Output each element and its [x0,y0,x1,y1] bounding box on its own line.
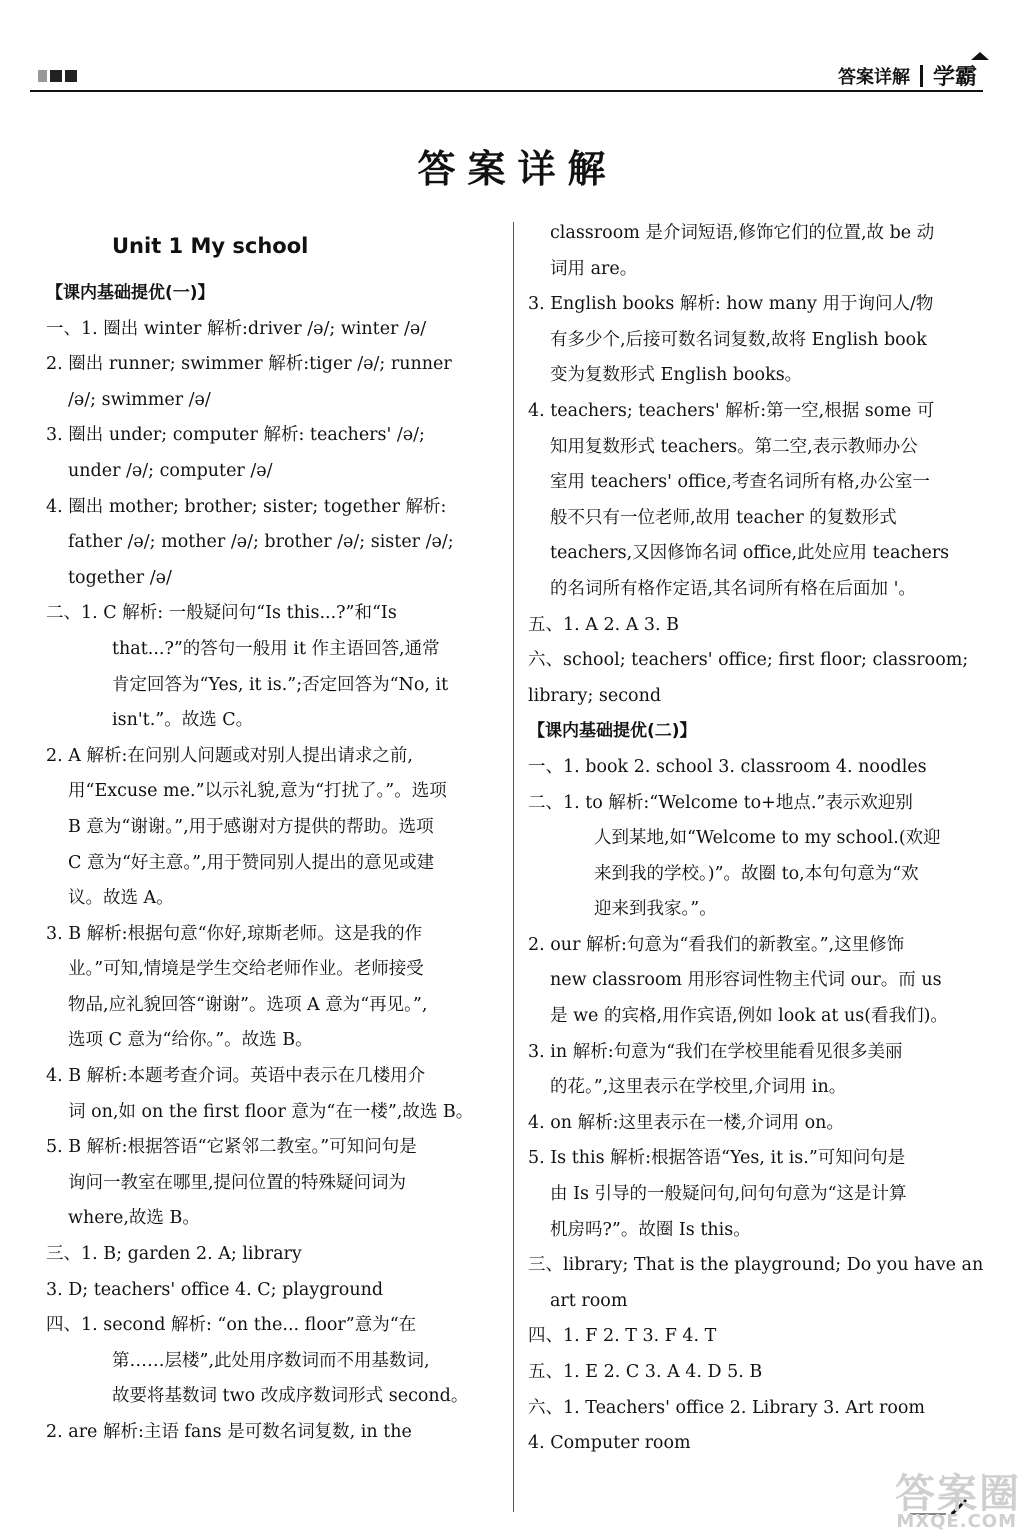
answer-line: 五、1. A 2. A 3. B [528,614,680,635]
answer-line: 4. Computer room [528,1433,691,1454]
answer-line: 故要将基数词 two 改成序数词形式 second。 [112,1386,469,1407]
answer-line: 二、1. C 解析: 一般疑问句“Is this...?”和“Is [46,603,397,624]
answer-line: 的名词所有格作定语,其名词所有格在后面加 '。 [550,578,916,599]
answer-line: 选项 C 意为“给你。”。故选 B。 [68,1030,313,1051]
answer-line: B 意为“谢谢。”,用于感谢对方提供的帮助。选项 [68,816,434,837]
answer-line: 询问一教室在哪里,提问位置的特殊疑问词为 [68,1172,407,1193]
header-brand: 学霸 [933,60,977,91]
answer-line: 3. 圈出 under; computer 解析: teachers' /ə/; [46,425,425,446]
graduation-cap-icon [971,52,989,60]
answer-line: 2. our 解析:句意为“看我们的新教室。”,这里修饰 [528,934,905,955]
answer-line: 用“Excuse me.”以示礼貌,意为“打扰了。”。选项 [68,781,447,802]
answer-line: where,故选 B。 [68,1208,200,1229]
answer-line: 五、1. E 2. C 3. A 4. D 5. B [528,1362,763,1382]
answer-line: under /ə/; computer /ə/ [68,460,273,481]
answer-line: 由 Is 引导的一般疑问句,问句句意为“这是计算 [550,1184,907,1205]
answer-line: 人到某地,如“Welcome to my school.(欢迎 [594,828,941,849]
answer-line: 4. B 解析:本题考查介词。英语中表示在几楼用介 [46,1066,426,1087]
answer-line: C 意为“好主意。”,用于赞同别人提出的意见或建 [68,852,435,873]
column-divider [513,222,514,1512]
answer-line: library; second [528,685,662,706]
answer-line: 一、1. 圈出 winter 解析:driver /ə/; winter /ə/ [46,318,427,339]
answer-line: 4. on 解析:这里表示在一楼,介词用 on。 [528,1112,844,1133]
section-heading: 【课内基础提优(二)】 [528,721,697,742]
answer-line: 是 we 的宾格,用作宾语,例如 look at us(看我们)。 [550,1006,948,1027]
answer-line: 4. teachers; teachers' 解析:第一空,根据 some 可 [528,400,935,421]
answer-line: 肯定回答为“Yes, it is.”;否定回答为“No, it [112,674,449,695]
left-column [46,216,502,1451]
answer-line: art room [550,1290,628,1311]
answer-line: 般不只有一位老师,故用 teacher 的复数形式 [550,507,897,528]
answer-line: 迎来到我家。”。 [594,899,717,920]
answer-line: 六、school; teachers' office; first floor; classroom; [528,650,969,671]
answer-line: 议。故选 A。 [68,888,174,909]
answer-line: father /ə/; mother /ə/; brother /ə/; sister /ə/; [68,532,454,553]
answer-line: /ə/; swimmer /ə/ [68,389,211,410]
unit-heading: Unit 1 My school [112,234,309,258]
answer-line: 3. English books 解析: how many 用于询问人/物 [528,294,934,315]
answer-line: 一、1. book 2. school 3. classroom 4. noodles [528,756,927,777]
answer-line: 有多少个,后接可数名词复数,故将 English book [550,329,927,350]
watermark-logo: 答案圈 MXQE.COM [895,1471,1021,1532]
answer-line: that...?”的答句一般用 it 作主语回答,通常 [112,638,440,659]
page-title: 答案详解 [417,147,618,191]
answer-line: 知用复数形式 teachers。第二空,表示教师办公 [550,436,918,457]
answer-line: 业。”可知,情境是学生交给老师作业。老师接受 [68,959,424,980]
answer-line: 词 on,如 on the first floor 意为“在一楼”,故选 B。 [68,1101,474,1122]
answer-line: 四、1. second 解析: “on the... floor”意为“在 [46,1315,417,1336]
answer-line: new classroom 用形容词性物主代词 our。而 us [550,970,942,991]
answer-line: 物品,应礼貌回答“谢谢”。选项 A 意为“再见。”, [68,994,428,1015]
answer-line: 3. D; teachers' office 4. C; playground [46,1279,384,1300]
answer-line: 四、1. F 2. T 3. F 4. T [528,1326,717,1347]
answer-line: classroom 是介词短语,修饰它们的位置,故 be 动 [550,223,935,243]
answer-line: 5. Is this 解析:根据答语“Yes, it is.”可知问句是 [528,1148,906,1169]
answer-line: 2. A 解析:在问别人问题或对别人提出请求之前, [46,745,413,766]
answer-line: 2. 圈出 runner; swimmer 解析:tiger /ə/; runner [46,354,452,375]
answer-line: 变为复数形式 English books。 [550,365,803,386]
answer-line: isn't.”。故选 C。 [112,710,254,731]
answer-line: 3. in 解析:句意为“我们在学校里能看见很多美丽 [528,1041,903,1062]
header-section-label: 答案详解 [837,66,910,88]
answer-line: 4. 圈出 mother; brother; sister; together 解析: [46,496,447,517]
page-header [30,58,983,92]
section-heading: 【课内基础提优(一)】 [46,283,215,303]
answer-line: 机房吗?”。故圈 Is this。 [550,1219,751,1240]
header-square-icons [38,70,77,82]
answer-line: 2. are 解析:主语 fans 是可数名词复数, in the [46,1422,412,1442]
right-column [528,216,988,1462]
answer-line: 二、1. to 解析:“Welcome to+地点.”表示欢迎别 [528,792,913,813]
answer-line: teachers,又因修饰名词 office,此处应用 teachers [550,543,950,564]
answer-line: 室用 teachers' office,考查名词所有格,办公室一 [550,472,930,493]
header-separator [920,65,923,87]
answer-line: 第……层楼”,此处用序数词而不用基数词, [112,1350,430,1371]
answer-line: 三、1. B; garden 2. A; library [46,1244,302,1265]
answer-line: 的花。”,这里表示在学校里,介词用 in。 [550,1077,847,1098]
answer-line: 5. B 解析:根据答语“它紧邻二教室。”可知问句是 [46,1137,417,1158]
answer-line: 三、library; That is the playground; Do you have an [528,1255,984,1276]
answer-line: 词用 are。 [550,258,638,279]
answer-line: 来到我的学校。)”。故圈 to,本句句意为“欢 [594,863,919,884]
answer-line: together /ə/ [68,567,172,588]
answer-line: 3. B 解析:根据句意“你好,琼斯老师。这是我的作 [46,923,423,944]
answer-line: 六、1. Teachers' office 2. Library 3. Art room [528,1397,925,1418]
